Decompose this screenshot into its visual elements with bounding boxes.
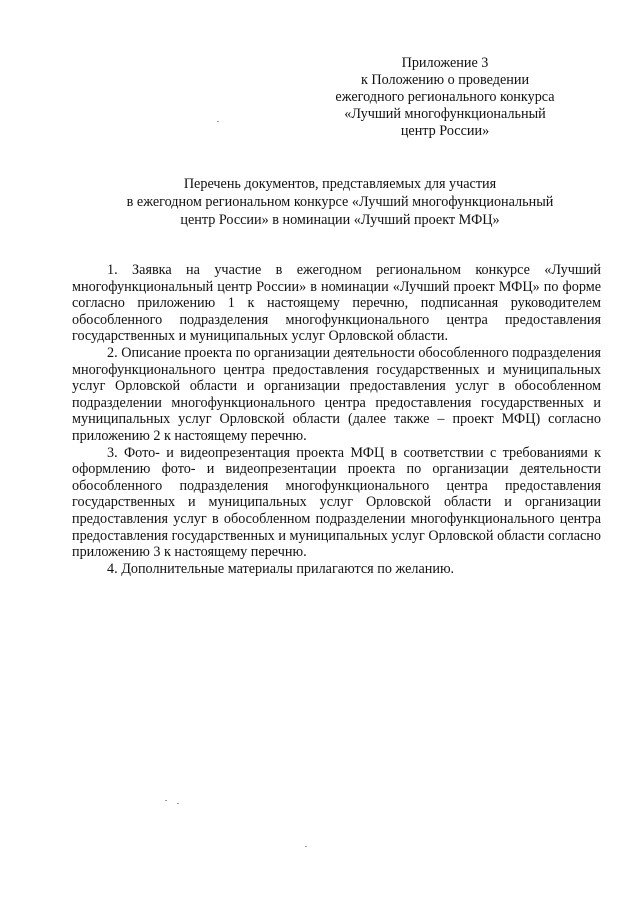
title-line-2: в ежегодном региональном конкурсе «Лучший многофункциональный — [126, 194, 554, 210]
scan-speck — [165, 800, 167, 801]
scan-speck — [177, 803, 179, 804]
appendix-line-name-1: «Лучший многофункциональный — [344, 106, 546, 122]
list-item-project-description: 2. Описание проекта по организации деятельности обособленного подразделения многофункционального центра предоставления государственных и муниципальных услуг Орловской области и организации предоставления услуг в обособленном подразделении многофункционального центра предоставления государственных и муниципальных услуг Орловской области (далее также – проект МФЦ) согласно приложению 2 к настоящему перечню. — [72, 344, 601, 444]
list-item-application: 1. Заявка на участие в ежегодном региональном конкурсе «Лучший многофункциональный центр России» в номинации «Лучший проект МФЦ» по форме согласно приложению 1 к настоящему перечню, подписанная руководителем обособленного подразделения многофункционального центра предоставления государственных и муниципальных услуг Орловской области. — [72, 262, 601, 345]
scan-speck — [305, 846, 307, 847]
appendix-header — [310, 55, 580, 140]
document-list — [72, 262, 601, 577]
appendix-line-contest: ежегодного регионального конкурса — [335, 89, 555, 105]
list-item-photo-video-presentation: 3. Фото- и видеопрезентация проекта МФЦ в соответствии с требованиями к оформлению фото- и видеопрезентации проекта по организации деятельности обособленного подразделения многофункционального центра предоставления государственных и муниципальных услуг Орловской области и организации предоставления услуг в обособленном подразделении многофункционального центра предоставления государственных и муниципальных услуг Орловской области согласно приложению 3 к настоящему перечню. — [72, 444, 601, 561]
scan-speck — [217, 121, 219, 122]
appendix-line-name-2: центр России» — [400, 123, 490, 139]
document-title — [60, 175, 620, 229]
appendix-line-number: Приложение 3 — [401, 55, 489, 71]
title-line-1: Перечень документов, представляемых для участия — [183, 176, 497, 192]
list-item-additional-materials: 4. Дополнительные материалы прилагаются по желанию. — [107, 560, 455, 577]
appendix-line-regulation: к Положению о проведении — [360, 72, 530, 88]
title-line-3: центр России» в номинации «Лучший проект МФЦ» — [180, 212, 500, 228]
